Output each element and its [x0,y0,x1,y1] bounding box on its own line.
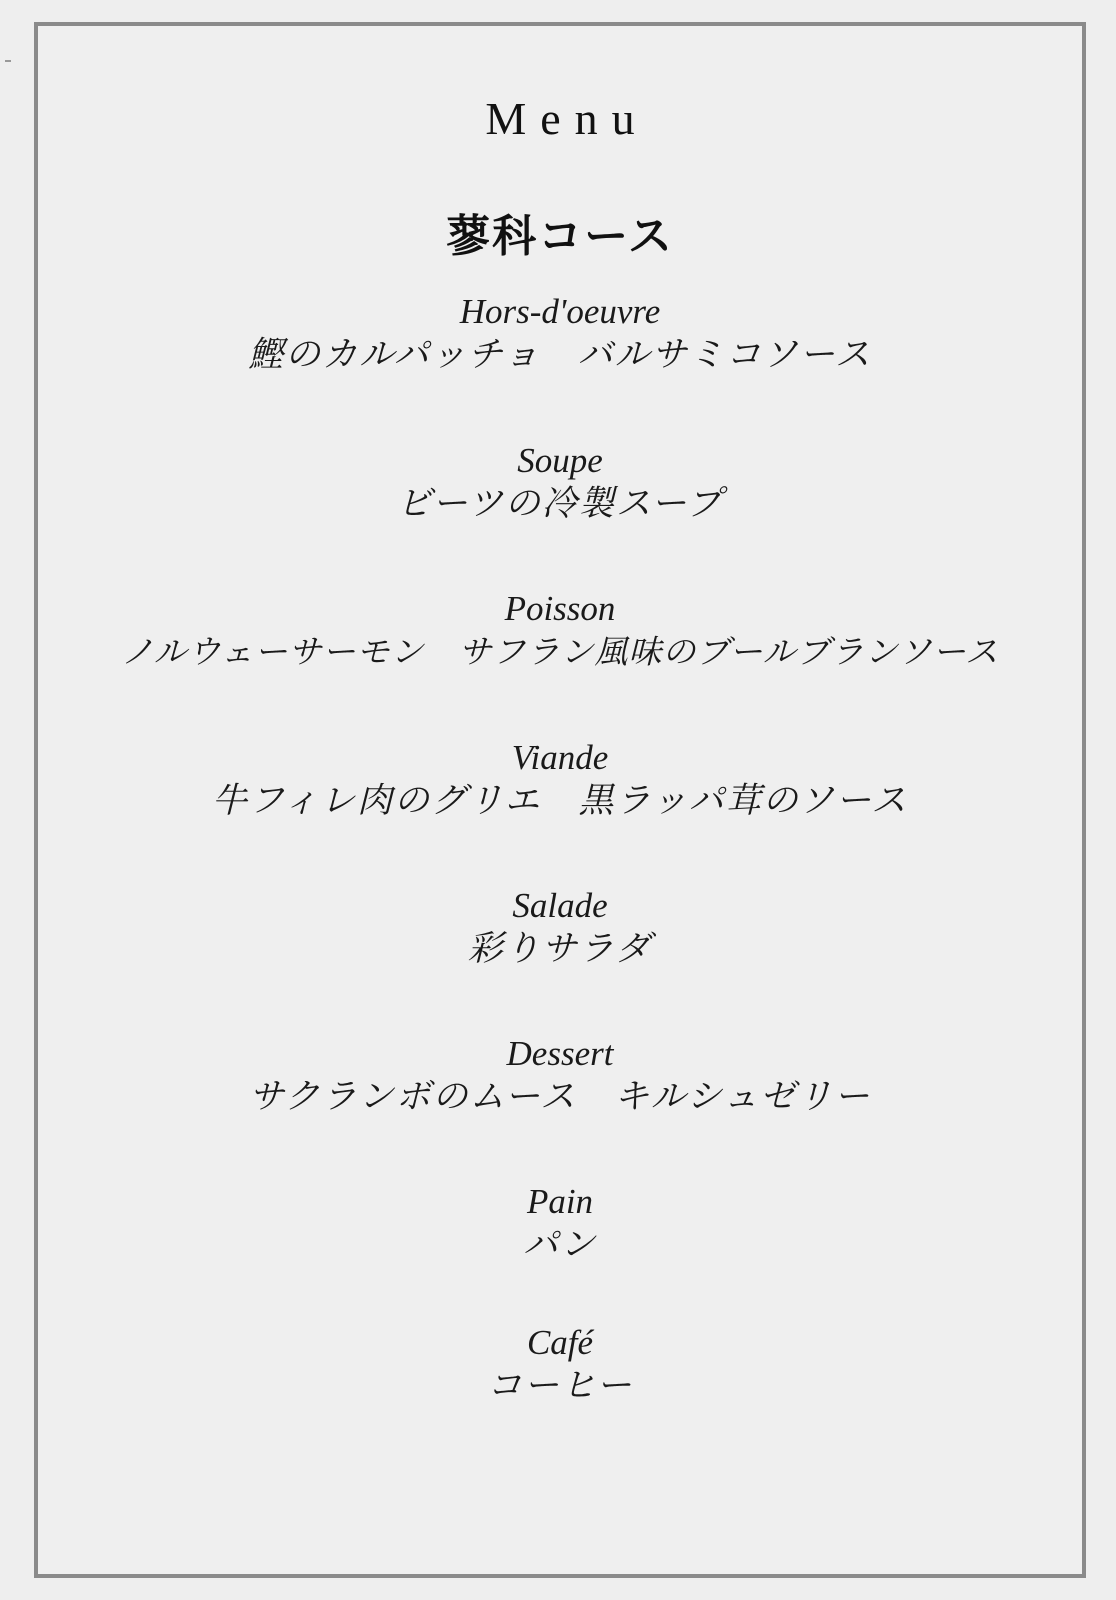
section-label: Dessert [506,1034,614,1073]
menu-section-viande [38,738,1082,824]
menu-section-soupe [38,441,1082,527]
menu-section-cafe [38,1323,1082,1409]
section-dish: コーヒー [486,1366,634,1406]
menu-frame [34,22,1086,1578]
course-name: 蓼科コース [446,211,674,262]
section-label: Hors-d'oeuvre [459,292,661,331]
scan-speck [5,60,11,62]
section-dish: 牛フィレ肉のグリエ 黒ラッパ茸のソース [211,781,909,821]
menu-title: Menu [485,93,649,144]
section-dish: サクランボのムース キルシュゼリー [248,1077,872,1117]
menu-section-pain [38,1182,1082,1268]
section-label: Poisson [504,589,616,628]
section-dish: ノルウェーサーモン サフラン風味のブールブランソース [120,632,1000,671]
menu-section-hors-doeuvre [38,292,1082,378]
section-label: Viande [511,738,609,777]
section-label: Pain [526,1182,594,1221]
section-label: Salade [512,886,608,925]
menu-section-salade [38,886,1082,972]
section-label: Café [526,1323,594,1362]
section-dish: パン [522,1225,597,1265]
section-dish: 鰹のカルパッチョ バルサミコソース [248,335,872,375]
section-label: Soupe [517,441,603,480]
section-dish: ビーツの冷製スープ [396,484,724,524]
menu-section-poisson [38,589,1082,675]
section-dish: 彩りサラダ [467,929,653,969]
menu-section-dessert [38,1034,1082,1120]
